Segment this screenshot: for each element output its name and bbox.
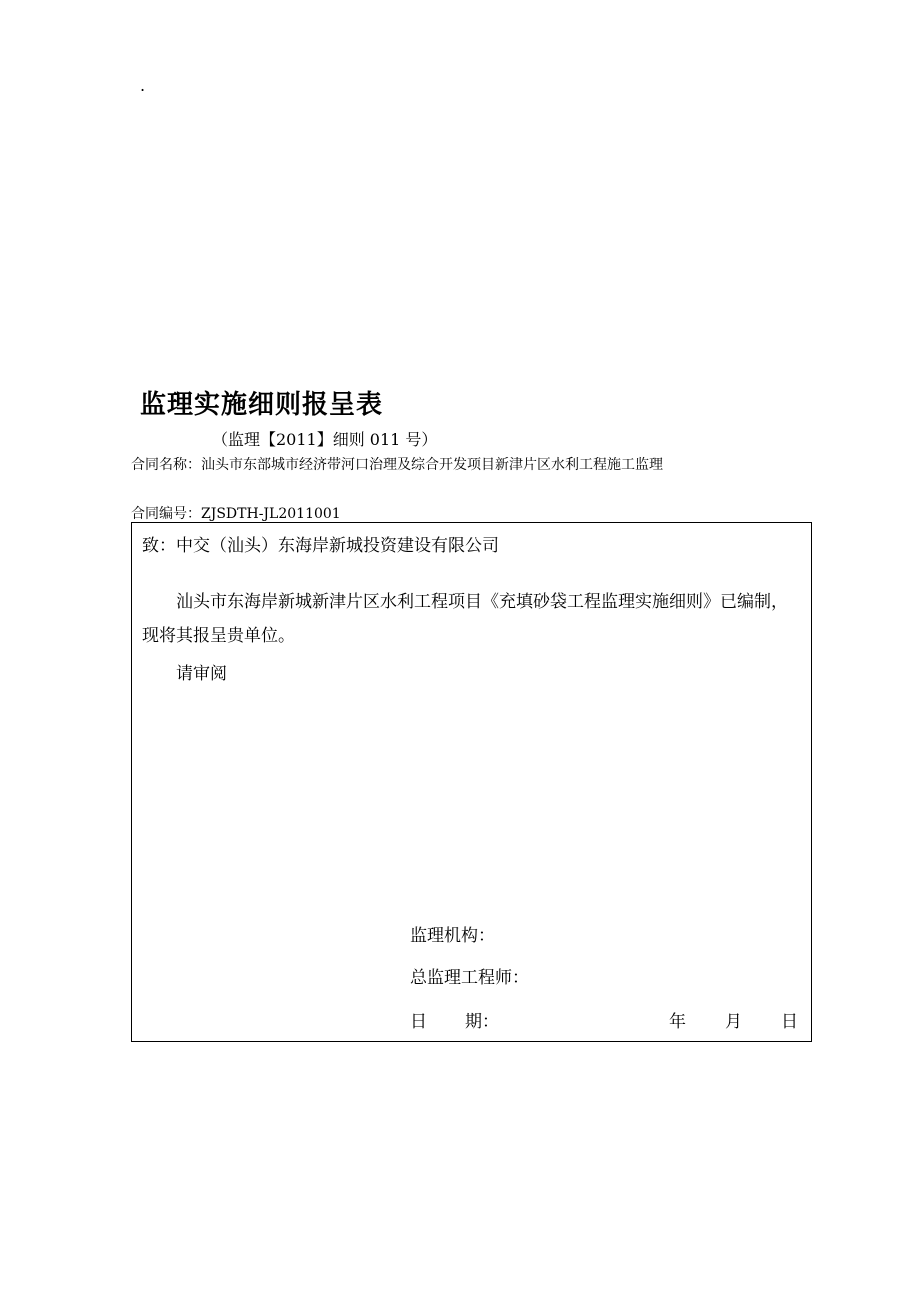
date-label-part-2: 期： <box>465 1012 499 1032</box>
supervision-org-label: 监理机构： <box>410 926 495 946</box>
chief-engineer-label: 总监理工程师： <box>410 968 529 988</box>
submission-paragraph: 汕头市东海岸新城新津片区水利工程项目《充填砂袋工程监理实施细则》已编制，现将其报呈贵单位。 <box>142 592 788 646</box>
form-title: 监理实施细则报呈表 <box>140 390 384 420</box>
please-review-text: 请审阅 <box>176 664 227 684</box>
addressee-line: 致：中交（汕头）东海岸新城投资建设有限公司 <box>142 536 499 556</box>
date-label <box>410 1007 499 1032</box>
form-body-box <box>131 522 812 1042</box>
date-label-part-1: 日 <box>410 1012 427 1032</box>
contract-number: 合同编号：ZJSDTH-JL2011001 <box>131 506 341 522</box>
contract-name: 合同名称：汕头市东部城市经济带河口治理及综合开发项目新津片区水利工程施工监理 <box>131 457 663 473</box>
page-marker-dot: . <box>140 76 146 95</box>
document-number: （监理【2011】细则 011 号） <box>212 430 438 449</box>
year-label: 年 <box>669 1012 686 1032</box>
day-label: 日 <box>781 1012 798 1032</box>
month-label: 月 <box>725 1012 742 1032</box>
